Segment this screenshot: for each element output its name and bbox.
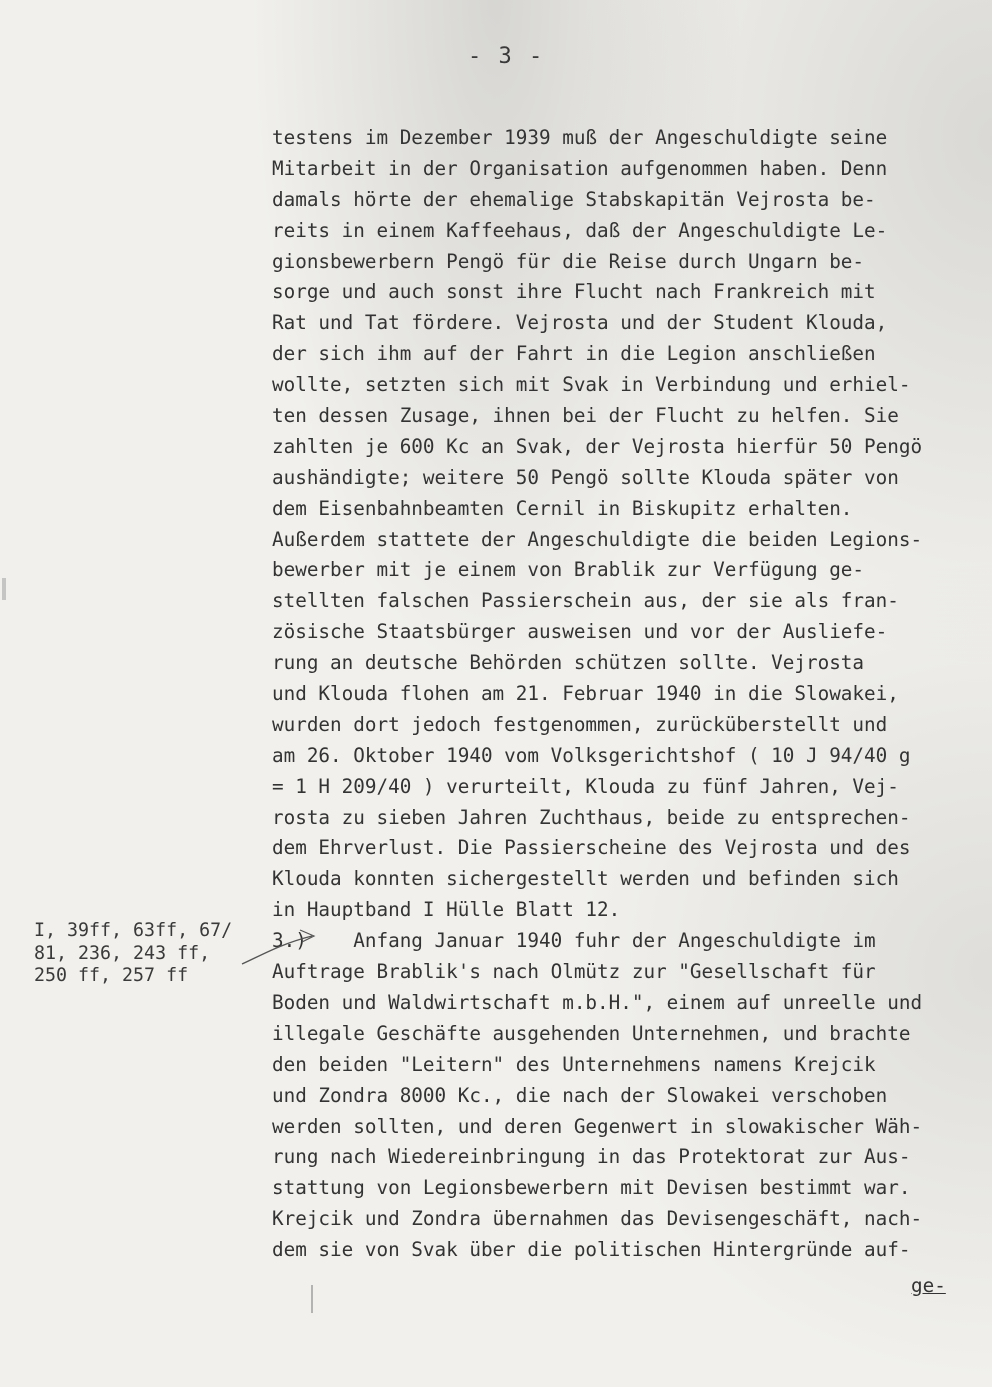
margin-connector-mark	[240, 926, 320, 976]
page-catchword: ge-	[911, 1274, 946, 1297]
body-text-line: zahlten je 600 Kc an Svak, der Vejrosta hierfür 50 Pengö	[272, 434, 923, 458]
margin-reference-line: 81, 236, 243 ff,	[34, 942, 211, 964]
body-text-line: dem sie von Svak über die politischen Hintergründe auf-	[272, 1238, 911, 1262]
body-text-line: reits in einem Kaffeehaus, daß der Angeschuldigte Le-	[272, 218, 888, 242]
body-text-line: zösische Staatsbürger ausweisen und vor der Ausliefe-	[272, 620, 888, 644]
body-text-line: dem Eisenbahnbeamten Cernil in Biskupitz erhalten.	[272, 496, 853, 520]
body-text-line: in Hauptband I Hülle Blatt 12.	[272, 898, 621, 922]
body-text-line: der sich ihm auf der Fahrt in die Legion anschließen	[272, 342, 876, 366]
body-text-line: aushändigte; weitere 50 Pengö sollte Klouda später von	[272, 465, 899, 489]
body-text-line: rung nach Wiedereinbringung in das Protektorat zur Aus-	[272, 1145, 911, 1169]
body-text-line: Außerdem stattete der Angeschuldigte die beiden Legions-	[272, 527, 923, 551]
body-text-line: damals hörte der ehemalige Stabskapitän Vejrosta be-	[272, 187, 876, 211]
body-text-line: Klouda konnten sichergestellt werden und befinden sich	[272, 867, 899, 891]
body-text-line: und Klouda flohen am 21. Februar 1940 in die Slowakei,	[272, 682, 899, 706]
margin-reference-line: 250 ff, 257 ff	[34, 965, 189, 986]
page-number: - 3 -	[468, 44, 545, 69]
body-text-line: und Zondra 8000 Kc., die nach der Slowakei verschoben	[272, 1083, 888, 1107]
body-text-line: rung an deutsche Behörden schützen sollte. Vejrosta	[272, 651, 865, 675]
body-text-line: stellten falschen Passierschein aus, der sie als fran-	[272, 589, 899, 613]
body-text-line: dem Ehrverlust. Die Passierscheine des Vejrosta und des	[272, 836, 911, 860]
body-text-line: Auftrage Brablik's nach Olmütz zur "Gesellschaft für	[272, 960, 876, 984]
body-text-line: wollte, setzten sich mit Svak in Verbindung und erhiel-	[272, 373, 911, 397]
body-text-line: bewerber mit je einem von Brablik zur Verfügung ge-	[272, 558, 865, 582]
body-text-line: sorge und auch sonst ihre Flucht nach Frankreich mit	[272, 280, 876, 304]
scan-edge-mark	[2, 578, 6, 600]
body-text-line: = 1 H 209/40 ) verurteilt, Klouda zu fünf Jahren, Vej-	[272, 774, 899, 798]
margin-references	[34, 920, 232, 988]
body-text-line: am 26. Oktober 1940 vom Volksgerichtshof ( 10 J 94/40 g	[272, 743, 911, 767]
body-text-line: testens im Dezember 1939 muß der Angeschuldigte seine	[272, 126, 888, 149]
body-text-line: werden sollten, und deren Gegenwert in slowakischer Wäh-	[272, 1114, 923, 1138]
body-text-line: Boden und Waldwirtschaft m.b.H.", einem auf unreelle und	[272, 990, 923, 1014]
body-text-line: Mitarbeit in der Organisation aufgenommen haben. Denn	[272, 156, 888, 180]
body-text-line: Krejcik und Zondra übernahmen das Devisengeschäft, nach-	[272, 1207, 923, 1231]
body-text-line: stattung von Legionsbewerbern mit Devisen bestimmt war.	[272, 1176, 911, 1200]
body-text-line: rosta zu sieben Jahren Zuchthaus, beide zu entsprechen-	[272, 805, 911, 829]
body-text-line: Rat und Tat fördere. Vejrosta und der Student Klouda,	[272, 311, 888, 335]
margin-reference-line: I, 39ff, 63ff, 67/	[34, 920, 233, 941]
body-text	[272, 123, 962, 1266]
body-text-line: wurden dort jedoch festgenommen, zurücküberstellt und	[272, 712, 888, 736]
ink-mark	[311, 1285, 313, 1313]
body-text-line: 3.) Anfang Januar 1940 fuhr der Angeschuldigte im	[272, 929, 876, 953]
body-text-line: ten dessen Zusage, ihnen bei der Flucht zu helfen. Sie	[272, 404, 899, 428]
body-text-line: gionsbewerbern Pengö für die Reise durch Ungarn be-	[272, 249, 865, 273]
body-text-line: den beiden "Leitern" des Unternehmens namens Krejcik	[272, 1052, 876, 1076]
body-text-line: illegale Geschäfte ausgehenden Unternehmen, und brachte	[272, 1021, 911, 1045]
